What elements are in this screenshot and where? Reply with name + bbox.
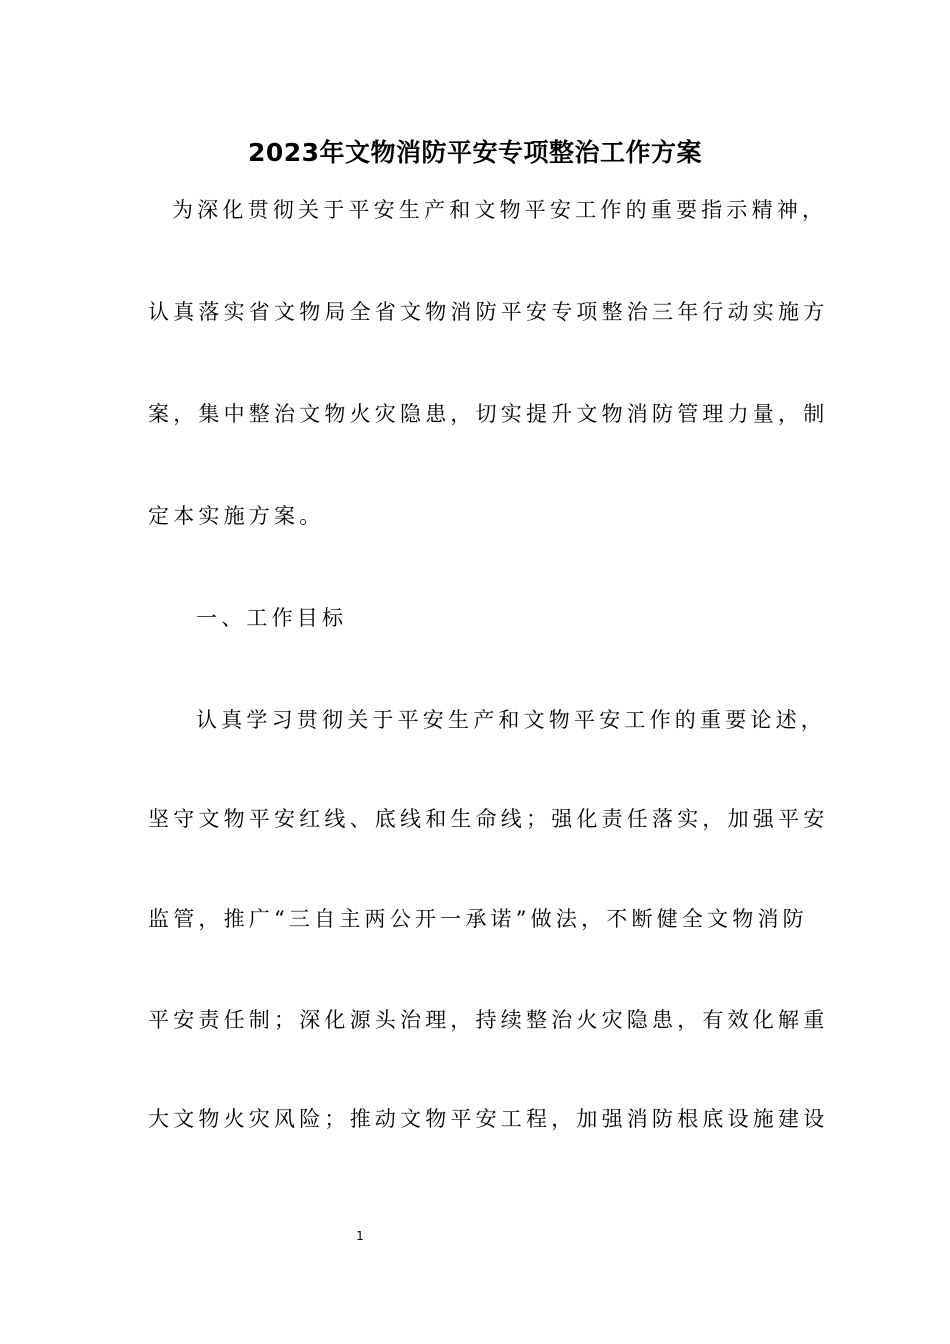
paragraph-line: 认真学习贯彻关于平安生产和文物平安工作的重要论述， [196,708,826,732]
paragraph-line: 定本实施方案。 [148,504,325,528]
document-title: 2023年文物消防平安专项整治工作方案 [247,138,703,167]
paragraph-line: 坚守文物平安红线、底线和生命线；强化责任落实，加强平安 [148,807,829,831]
paragraph-line: 大文物火灾风险；推动文物平安工程，加强消防根底设施建设 [148,1107,829,1131]
paragraph-line: 认真落实省文物局全省文物消防平安专项整治三年行动实施方 [148,300,829,324]
paragraph-line: 监管，推广“三自主两公开一承诺”做法，不断健全文物消防 [148,907,808,931]
paragraph-line: 为深化贯彻关于平安生产和文物平安工作的重要指示精神， [172,198,828,222]
paragraph-line: 平安责任制；深化源头治理，持续整治火灾隐患，有效化解重 [148,1008,829,1032]
page-number: 1 [356,1229,364,1243]
paragraph-line: 案，集中整治文物火灾隐患，切实提升文物消防管理力量，制 [148,402,829,426]
section-heading: 一、工作目标 [196,606,348,630]
